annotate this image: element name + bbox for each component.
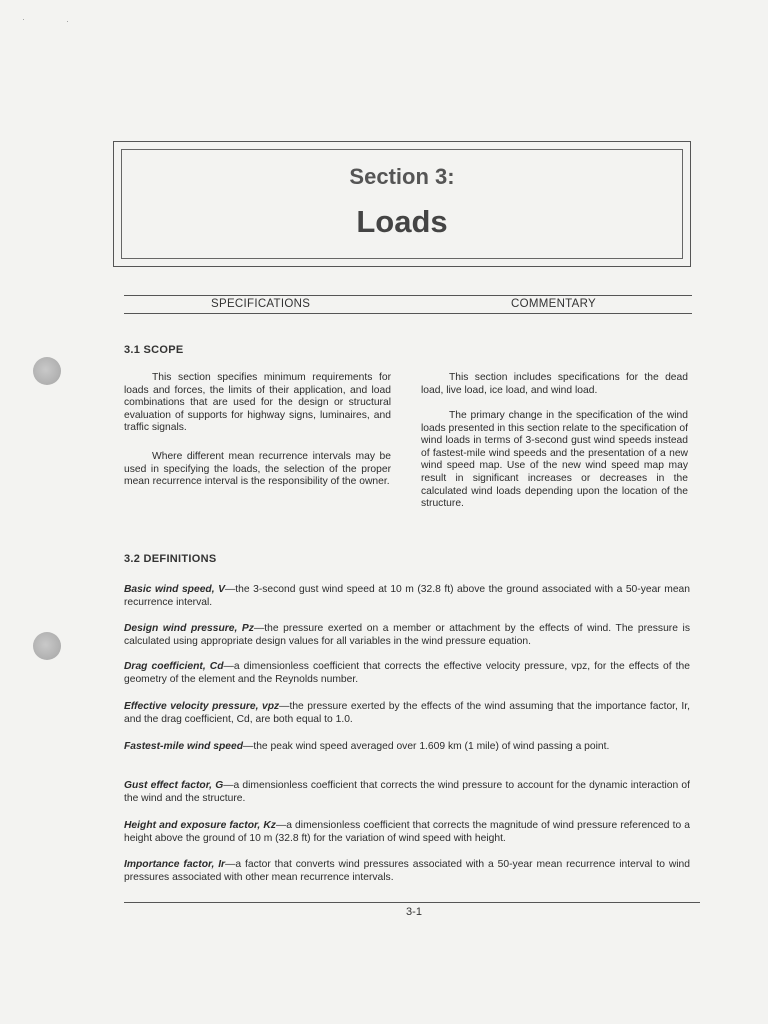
commentary-paragraph: The primary change in the specification of the wind loads presented in this section relate to the specification of wind loads in terms of 3-second gust wind speeds instead of fastest-mile wind speeds and the presentation of a new wind speed map. Use of the new wind speed map may result in significant increases or decreases in the calculated wind loads depending upon the location of the structure. [421,410,688,510]
definition-text: —a factor that converts wind pressures associated with a 50-year mean recurrence interval to wind pressures associated with other mean recurrence intervals. [124,859,690,883]
definitions-heading: 3.2 DEFINITIONS [124,553,217,565]
scan-speck: · [22,14,25,24]
definition-term: Fastest-mile wind speed [124,741,244,752]
definition-text: —a dimensionless coefficient that corrects the magnitude of wind pressure referenced to a height above the ground of 10 m (32.8 ft) for the variation of wind speed with height. [124,820,690,844]
definition-term: Gust effect factor, G [124,780,224,791]
hole-punch-mark [33,357,61,385]
section-label: Section 3: [349,164,455,189]
specifications-column-header: SPECIFICATIONS [211,298,311,310]
scope-heading: 3.1 SCOPE [124,344,184,356]
definition-item [124,740,690,753]
definition-item [124,622,690,648]
header-top-rule [124,295,692,296]
commentary-column-header: COMMENTARY [511,298,596,310]
footer-rule [124,902,700,903]
spec-paragraph: This section specifies minimum requirements for loads and forces, the limits of their application, and load combinations that are used for the design or structural evaluation of supports for highway signs, luminaires, and traffic signals. [124,372,391,434]
definition-text: —a dimensionless coefficient that corrects the effective velocity pressure, vpz, for the effects of the geometry of the element and the Reynolds number. [124,661,690,685]
definition-text: —a dimensionless coefficient that corrects the wind pressure to account for the dynamic interaction of the wind and the structure. [124,780,690,804]
definition-term: Effective velocity pressure, vpz [124,701,280,712]
hole-punch-mark [33,632,61,660]
definition-text: —the 3-second gust wind speed at 10 m (32.8 ft) above the ground associated with a 50-year mean recurrence interval. [124,584,691,608]
definition-text: —the peak wind speed averaged over 1.609 km (1 mile) of wind passing a point. [243,741,610,752]
definition-text: —the pressure exerted by the effects of the wind assuming that the importance factor, Ir, and the drag coefficient, Cd, are both equal to 1.0. [124,701,690,725]
definition-term: Basic wind speed, V [124,584,225,595]
definition-item [124,819,690,845]
definition-term: Design wind pressure, Pz [124,623,254,634]
title-box [113,141,691,267]
definition-item [124,779,690,805]
spec-paragraph: Where different mean recurrence intervals may be used in specifying the loads, the selection of the proper mean recurrence interval is the responsibility of the owner. [124,451,391,488]
header-bottom-rule [124,313,692,314]
commentary-paragraph: This section includes specifications for the dead load, live load, ice load, and wind load. [421,372,688,396]
definition-item [124,583,690,609]
definition-term: Height and exposure factor, Kz [124,820,276,831]
definition-term: Drag coefficient, Cd [124,661,224,672]
scan-speck: · [66,16,69,26]
definition-item [124,660,690,686]
definition-text: —the pressure exerted on a member or attachment by the effects of wind. The pressure is calculated using appropriate design values for all variables in the wind pressure equation. [124,623,690,647]
definition-term: Importance factor, Ir [124,859,226,870]
section-title: Loads [356,204,448,239]
definition-item [124,700,690,726]
definition-item [124,858,690,884]
page-number: 3-1 [406,906,422,918]
